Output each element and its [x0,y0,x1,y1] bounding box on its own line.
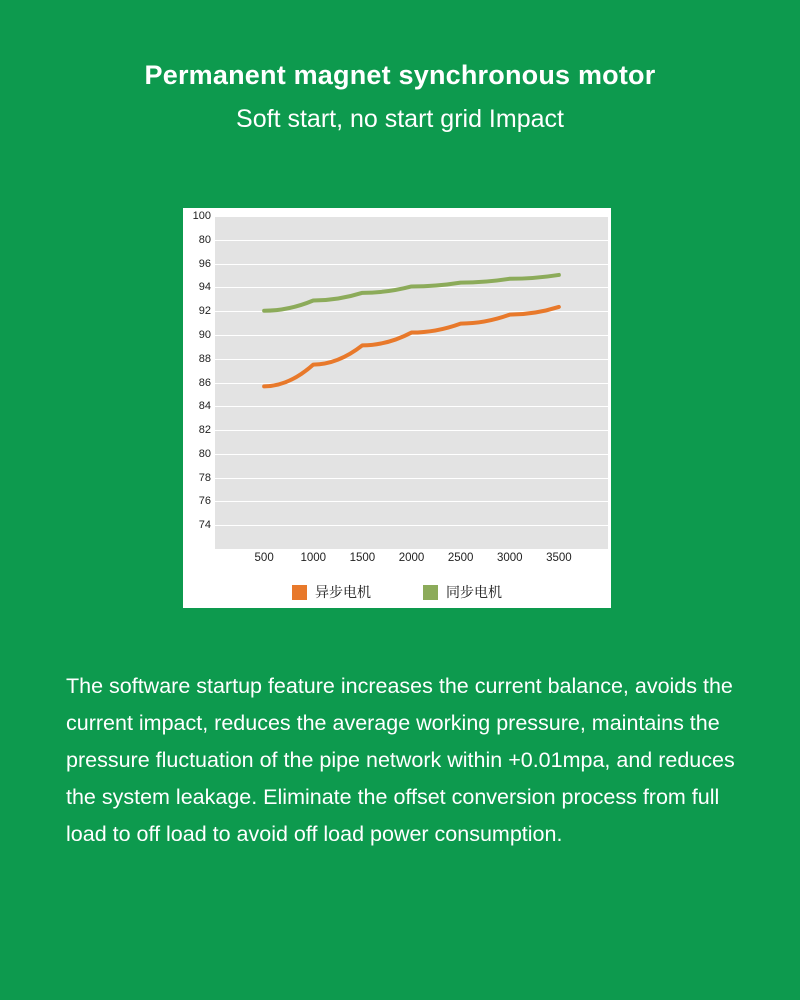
x-axis-tick-label: 2500 [447,552,474,564]
chart-x-axis [215,552,608,572]
x-axis-tick-label: 500 [254,552,274,564]
y-axis-tick-label: 76 [198,495,211,508]
x-axis-tick-label: 3500 [546,552,572,564]
y-axis-tick-label: 94 [198,281,211,294]
legend-swatch [292,585,307,600]
chart-plot-area [215,216,608,549]
page-title: Permanent magnet synchronous motor [144,60,656,90]
y-axis-tick-label: 96 [198,257,211,270]
x-axis-tick-label: 2000 [398,552,425,564]
legend-swatch [423,585,438,600]
chart-plot-wrapper [183,208,611,564]
page-subtitle: Soft start, no start grid Impact [236,105,564,133]
header [0,0,800,136]
chart-series-line [264,307,559,386]
y-axis-tick-label: 84 [198,400,211,413]
y-axis-tick-label: 82 [198,424,211,437]
chart-card [183,208,611,608]
chart-legend [183,580,611,604]
y-axis-tick-label: 80 [198,447,211,460]
y-axis-tick-label: 100 [192,210,211,222]
y-axis-tick-label: 78 [198,471,211,484]
legend-item [423,582,502,602]
y-axis-tick-label: 80 [198,233,211,246]
x-axis-tick-label: 1500 [349,552,376,564]
legend-label: 异步电机 [315,584,371,600]
chart-y-axis [183,210,213,549]
y-axis-tick-label: 88 [198,352,211,365]
y-axis-tick-label: 86 [198,376,211,389]
description-paragraph: The software startup feature increases the current balance, avoids the current impact, reduces the average working pressure, maintains the pressure fluctuation of the pipe network within +0.01mpa, and reduces the system leakage. Eliminate the offset conversion process from full load to off load to avoid off load power consumption. [66,674,735,846]
y-axis-tick-label: 92 [198,305,211,318]
legend-item [292,582,371,602]
x-axis-tick-label: 3000 [496,552,523,564]
legend-label: 同步电机 [446,584,502,600]
chart-series-line [264,275,559,311]
x-axis-tick-label: 1000 [300,552,327,564]
y-axis-tick-label: 90 [198,328,211,341]
y-axis-tick-label: 74 [198,519,211,532]
chart-series-svg [215,216,608,549]
